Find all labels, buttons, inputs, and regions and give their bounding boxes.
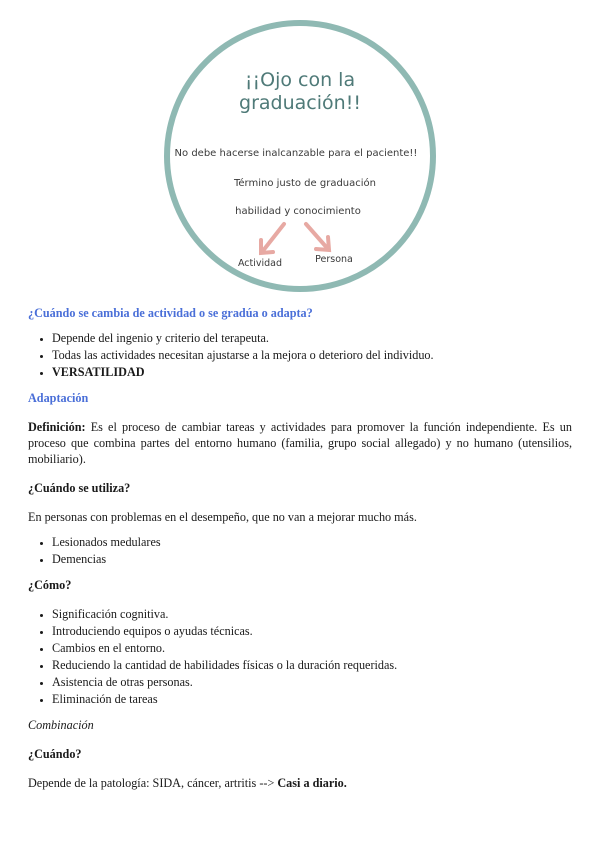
section1-list [28,330,572,380]
figure-line1: No debe hacerse inalcanzable para el paciente!! [174,148,418,159]
definition-paragraph [28,419,572,467]
como-item: • Introduciendo equipos o ayudas técnicas. [52,623,572,639]
como-item: • Eliminación de tareas [52,691,572,707]
cuando-utiliza-question: ¿Cuándo se utiliza? [28,481,131,495]
como-item: • Cambios en el entorno. [52,640,572,656]
como-item: • Asistencia de otras personas. [52,674,572,690]
cuando-utiliza-list [28,534,572,567]
document-body [28,305,572,791]
figure-title-line1: ¡¡Ojo con la [244,69,356,91]
graduation-circle-figure [0,0,600,300]
figure-line2: Término justo de graduación [233,178,377,189]
section1-item-versatilidad: • VERSATILIDAD [52,364,572,380]
cuando-utiliza-text: En personas con problemas en el desempeño, que no van a mejorar mucho más. [28,510,417,524]
combinacion-question: ¿Cuándo? [28,747,82,761]
como-question: ¿Cómo? [28,578,72,592]
definition-label: Definición: [28,420,86,434]
section1-item: • Todas las actividades necesitan ajustarse a la mejora o deterioro del individuo. [52,347,572,363]
figure-title-line2: graduación!! [239,92,361,114]
figure-actividad-label: Actividad [237,258,283,269]
figure-line3: habilidad y conocimiento [235,206,361,217]
como-list [28,606,572,707]
cuando-item: • Lesionados medulares [52,534,572,550]
combinacion-bold-text: Casi a diario. [277,776,347,790]
como-item: • Significación cognitiva. [52,606,572,622]
figure-persona-label: Persona [315,254,353,265]
como-item: • Reduciendo la cantidad de habilidades físicas o la duración requeridas. [52,657,572,673]
definition-text: Es el proceso de cambiar tareas y actividades para promover la función independiente. Es un proceso que combina partes del entorno humano (familia, grupo social allegado) y no humano (utensilios, mobiliario). [28,420,572,466]
section1-heading: ¿Cuándo se cambia de actividad o se gradúa o adapta? [28,306,313,320]
adaptacion-heading: Adaptación [28,391,89,405]
section1-item: • Depende del ingenio y criterio del terapeuta. [52,330,572,346]
cuando-item: • Demencias [52,551,572,567]
combinacion-heading: Combinación [28,718,94,732]
combinacion-paragraph [28,775,572,791]
combinacion-text: Depende de la patología: SIDA, cáncer, artritis --> [28,776,278,790]
